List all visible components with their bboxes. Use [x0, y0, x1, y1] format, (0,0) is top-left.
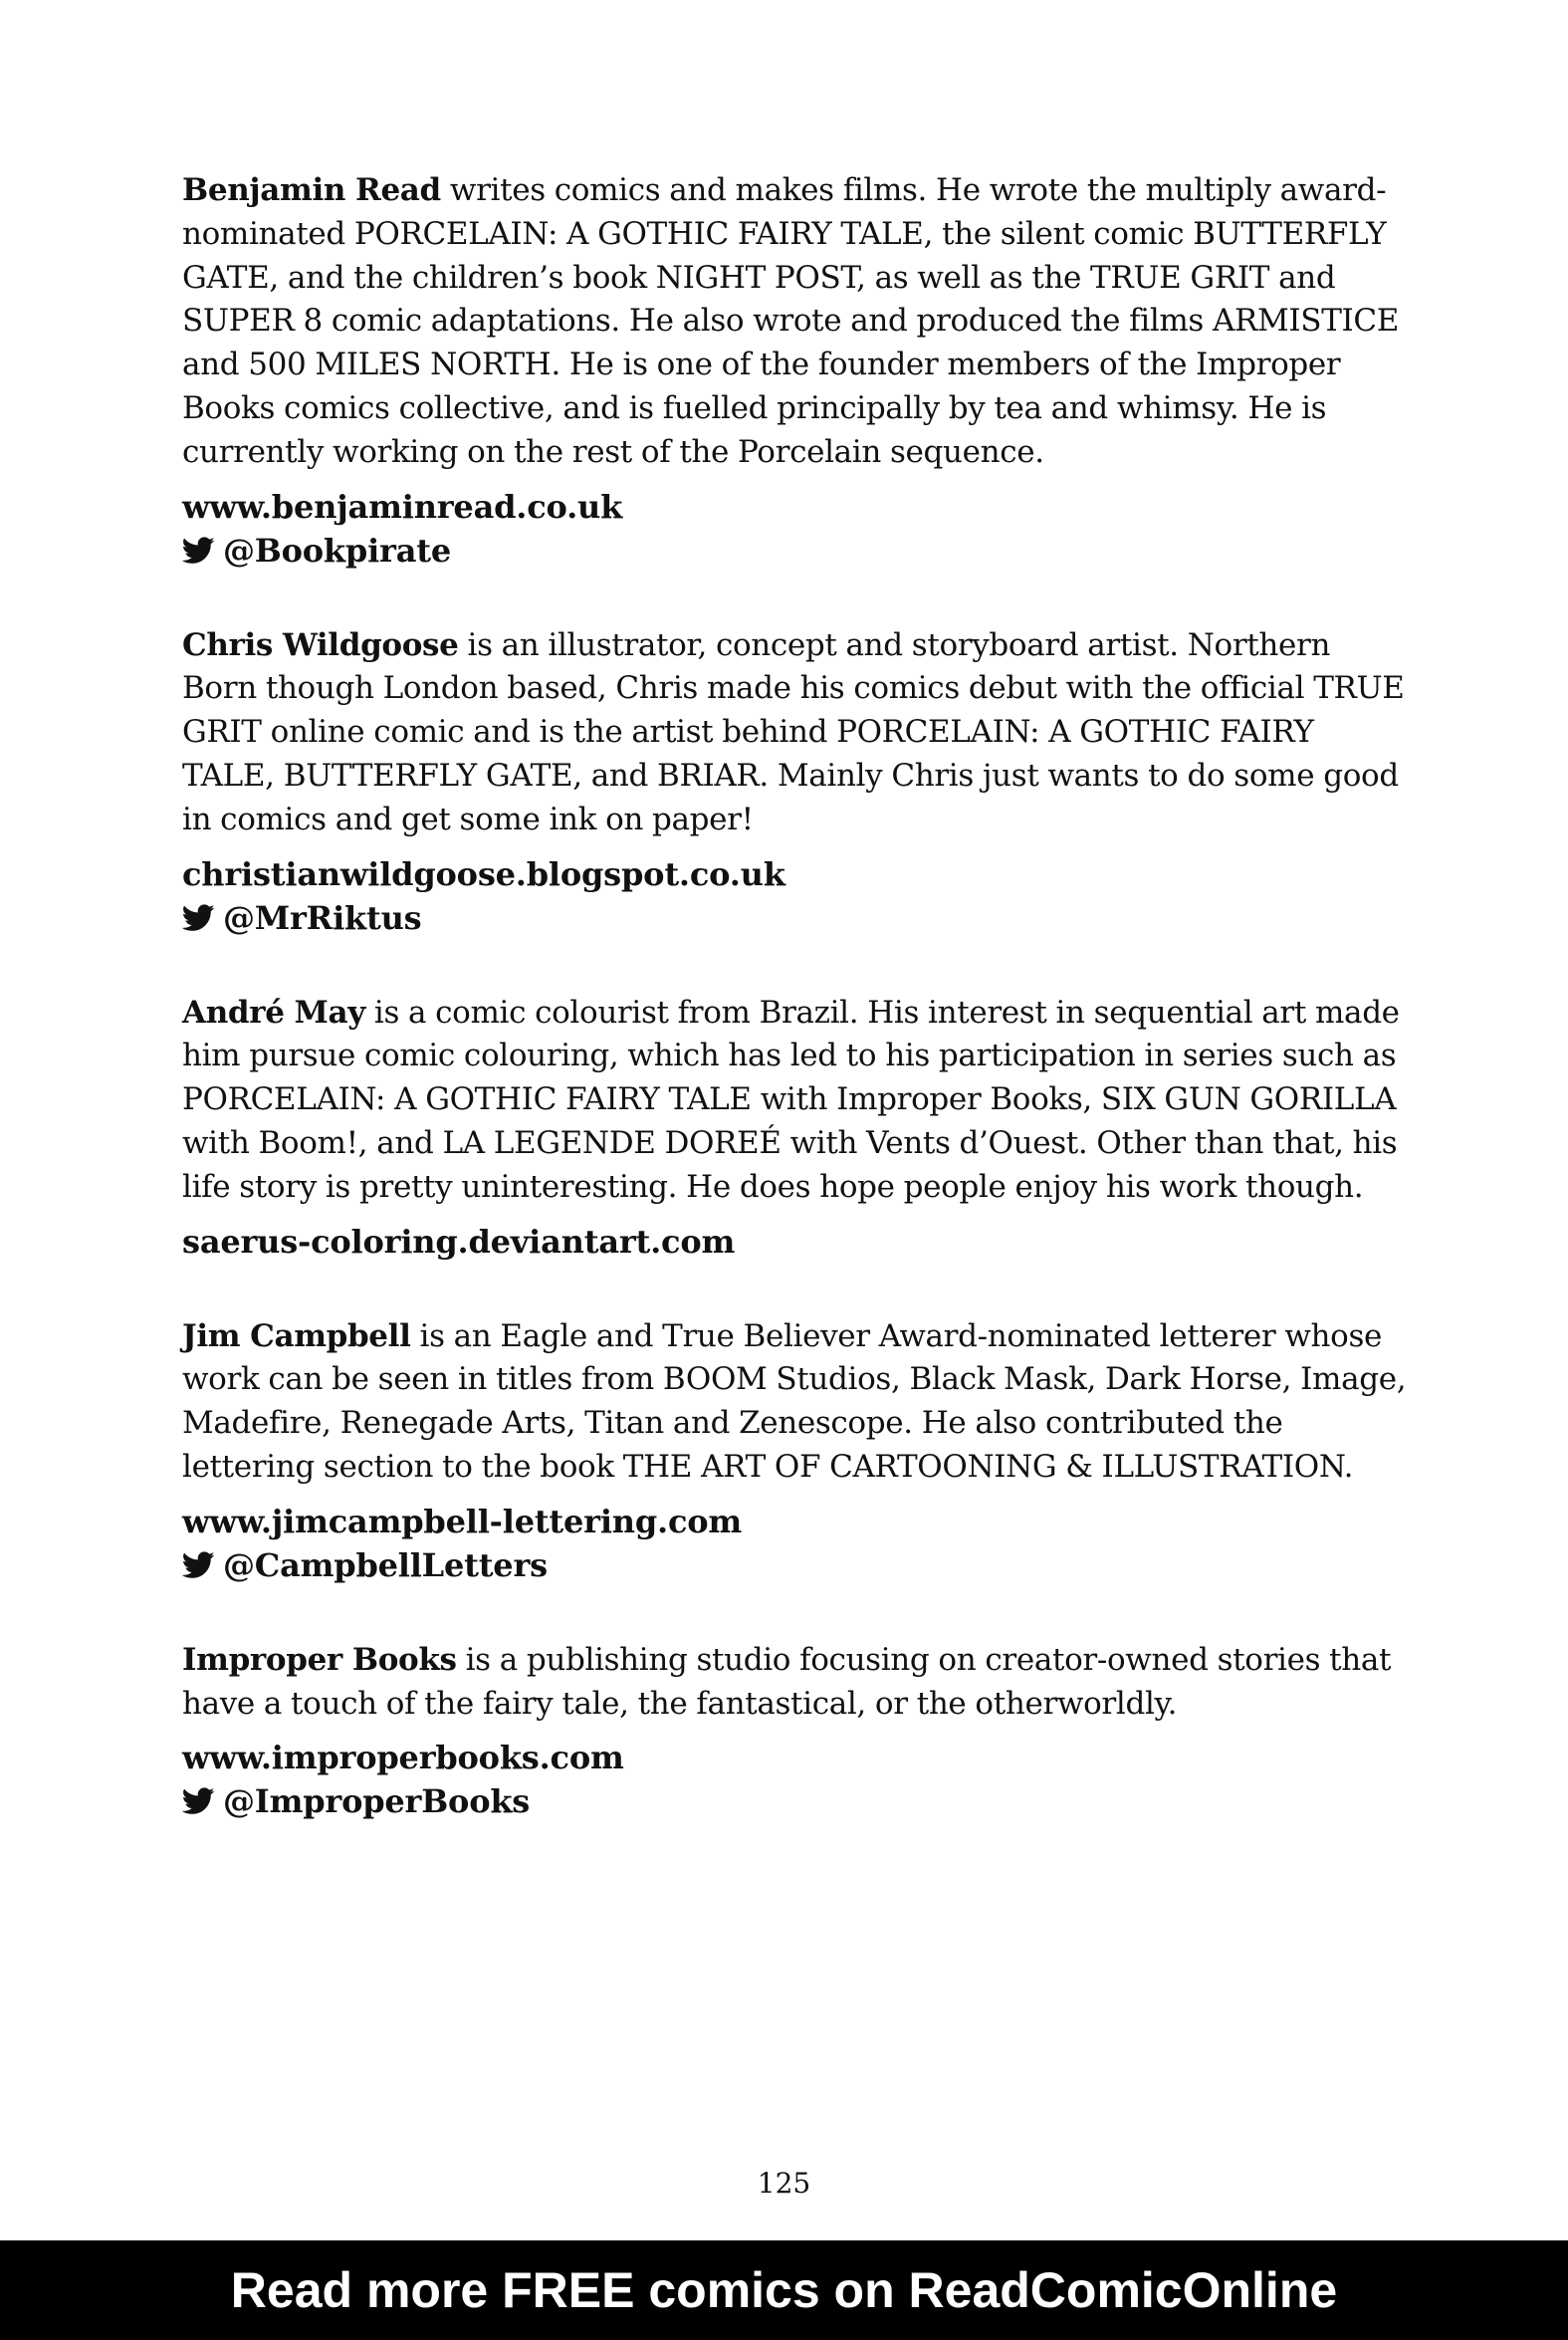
twitter-handle-text: @Bookpirate	[223, 531, 451, 570]
twitter-handle-text: @CampbellLetters	[223, 1545, 548, 1584]
website-link[interactable]: christianwildgoose.blogspot.co.uk	[182, 854, 785, 893]
bio-links	[182, 485, 1407, 573]
bio-paragraph	[182, 169, 1407, 475]
bio-chris-wildgoose	[182, 624, 1407, 940]
bio-text: is an illustrator, concept and storyboard artist. Northern Born though London based, Chris made his comics debut with the official TRUE GRIT online comic and is the artist behind PORCELAIN: A GOTHIC FAIRY TALE, BUTTERFLY GATE, and BRIAR. Mainly Chris just wants to do some good in comics and get some ink on paper!	[182, 626, 1405, 837]
bio-benjamin-read	[182, 169, 1407, 573]
promo-banner[interactable]: Read more FREE comics on ReadComicOnline	[0, 2240, 1568, 2340]
bio-text: is a comic colourist from Brazil. His interest in sequential art made him pursue comic colouring, which has led to his participation in series such as PORCELAIN: A GOTHIC FAIRY TALE with Improper Books, SIX GUN GORILLA with Boom!, and LA LEGENDE DOREÉ with Vents d’Ouest. Other than that, his life story is pretty uninteresting. He does hope people enjoy his work though.	[182, 994, 1400, 1205]
bio-paragraph	[182, 1639, 1407, 1727]
twitter-handle[interactable]	[182, 529, 1407, 573]
twitter-handle-text: @ImproperBooks	[223, 1782, 531, 1821]
bio-links	[182, 1220, 1407, 1264]
bio-name: Benjamin Read	[182, 172, 441, 208]
website-link[interactable]: www.jimcampbell-lettering.com	[182, 1502, 743, 1540]
twitter-bird-icon	[182, 904, 215, 932]
bio-text: is a publishing studio focusing on creator-owned stories that have a touch of the fairy tale, the fantastical, or the otherworldly.	[182, 1641, 1392, 1722]
website-link[interactable]: saerus-coloring.deviantart.com	[182, 1222, 736, 1261]
twitter-bird-icon	[182, 1551, 215, 1579]
bio-links	[182, 1500, 1407, 1587]
bio-andre-may	[182, 992, 1407, 1264]
twitter-handle[interactable]	[182, 1543, 1407, 1587]
page-number: 125	[757, 2167, 811, 2200]
website-link[interactable]: www.benjaminread.co.uk	[182, 487, 623, 526]
bio-jim-campbell	[182, 1315, 1407, 1587]
twitter-bird-icon	[182, 1787, 215, 1815]
bio-links	[182, 852, 1407, 940]
twitter-bird-icon	[182, 537, 215, 565]
bio-improper-books	[182, 1639, 1407, 1824]
bio-name: André May	[182, 994, 365, 1031]
bio-name: Jim Campbell	[182, 1317, 411, 1354]
bio-links	[182, 1736, 1407, 1823]
bio-paragraph	[182, 992, 1407, 1210]
bio-name: Chris Wildgoose	[182, 626, 459, 663]
bio-text: is an Eagle and True Believer Award-nominated letterer whose work can be seen in titles from BOOM Studios, Black Mask, Dark Horse, Image, Madefire, Renegade Arts, Titan and Zenescope. He also contributed the lettering section to the book THE ART OF CARTOONING & ILLUSTRATION.	[182, 1317, 1407, 1485]
twitter-handle[interactable]	[182, 896, 1407, 940]
bio-paragraph	[182, 1315, 1407, 1490]
website-link[interactable]: www.improperbooks.com	[182, 1739, 624, 1777]
contributor-bios	[182, 169, 1407, 1875]
bio-text: writes comics and makes films. He wrote the multiply award-nominated PORCELAIN: A GOTHIC FAIRY TALE, the silent comic BUTTERFLY GATE, and the children’s book NIGHT POST, as well as the TRUE GRIT and SUPER 8 comic adaptations. He also wrote and produced the films ARMISTICE and 500 MILES NORTH. He is one of the founder members of the Improper Books comics collective, and is fuelled principally by tea and whimsy. He is currently working on the rest of the Porcelain sequence.	[182, 172, 1400, 470]
bio-paragraph	[182, 624, 1407, 842]
bio-name: Improper Books	[182, 1641, 457, 1678]
twitter-handle-text: @MrRiktus	[223, 898, 422, 937]
twitter-handle[interactable]	[182, 1779, 1407, 1823]
